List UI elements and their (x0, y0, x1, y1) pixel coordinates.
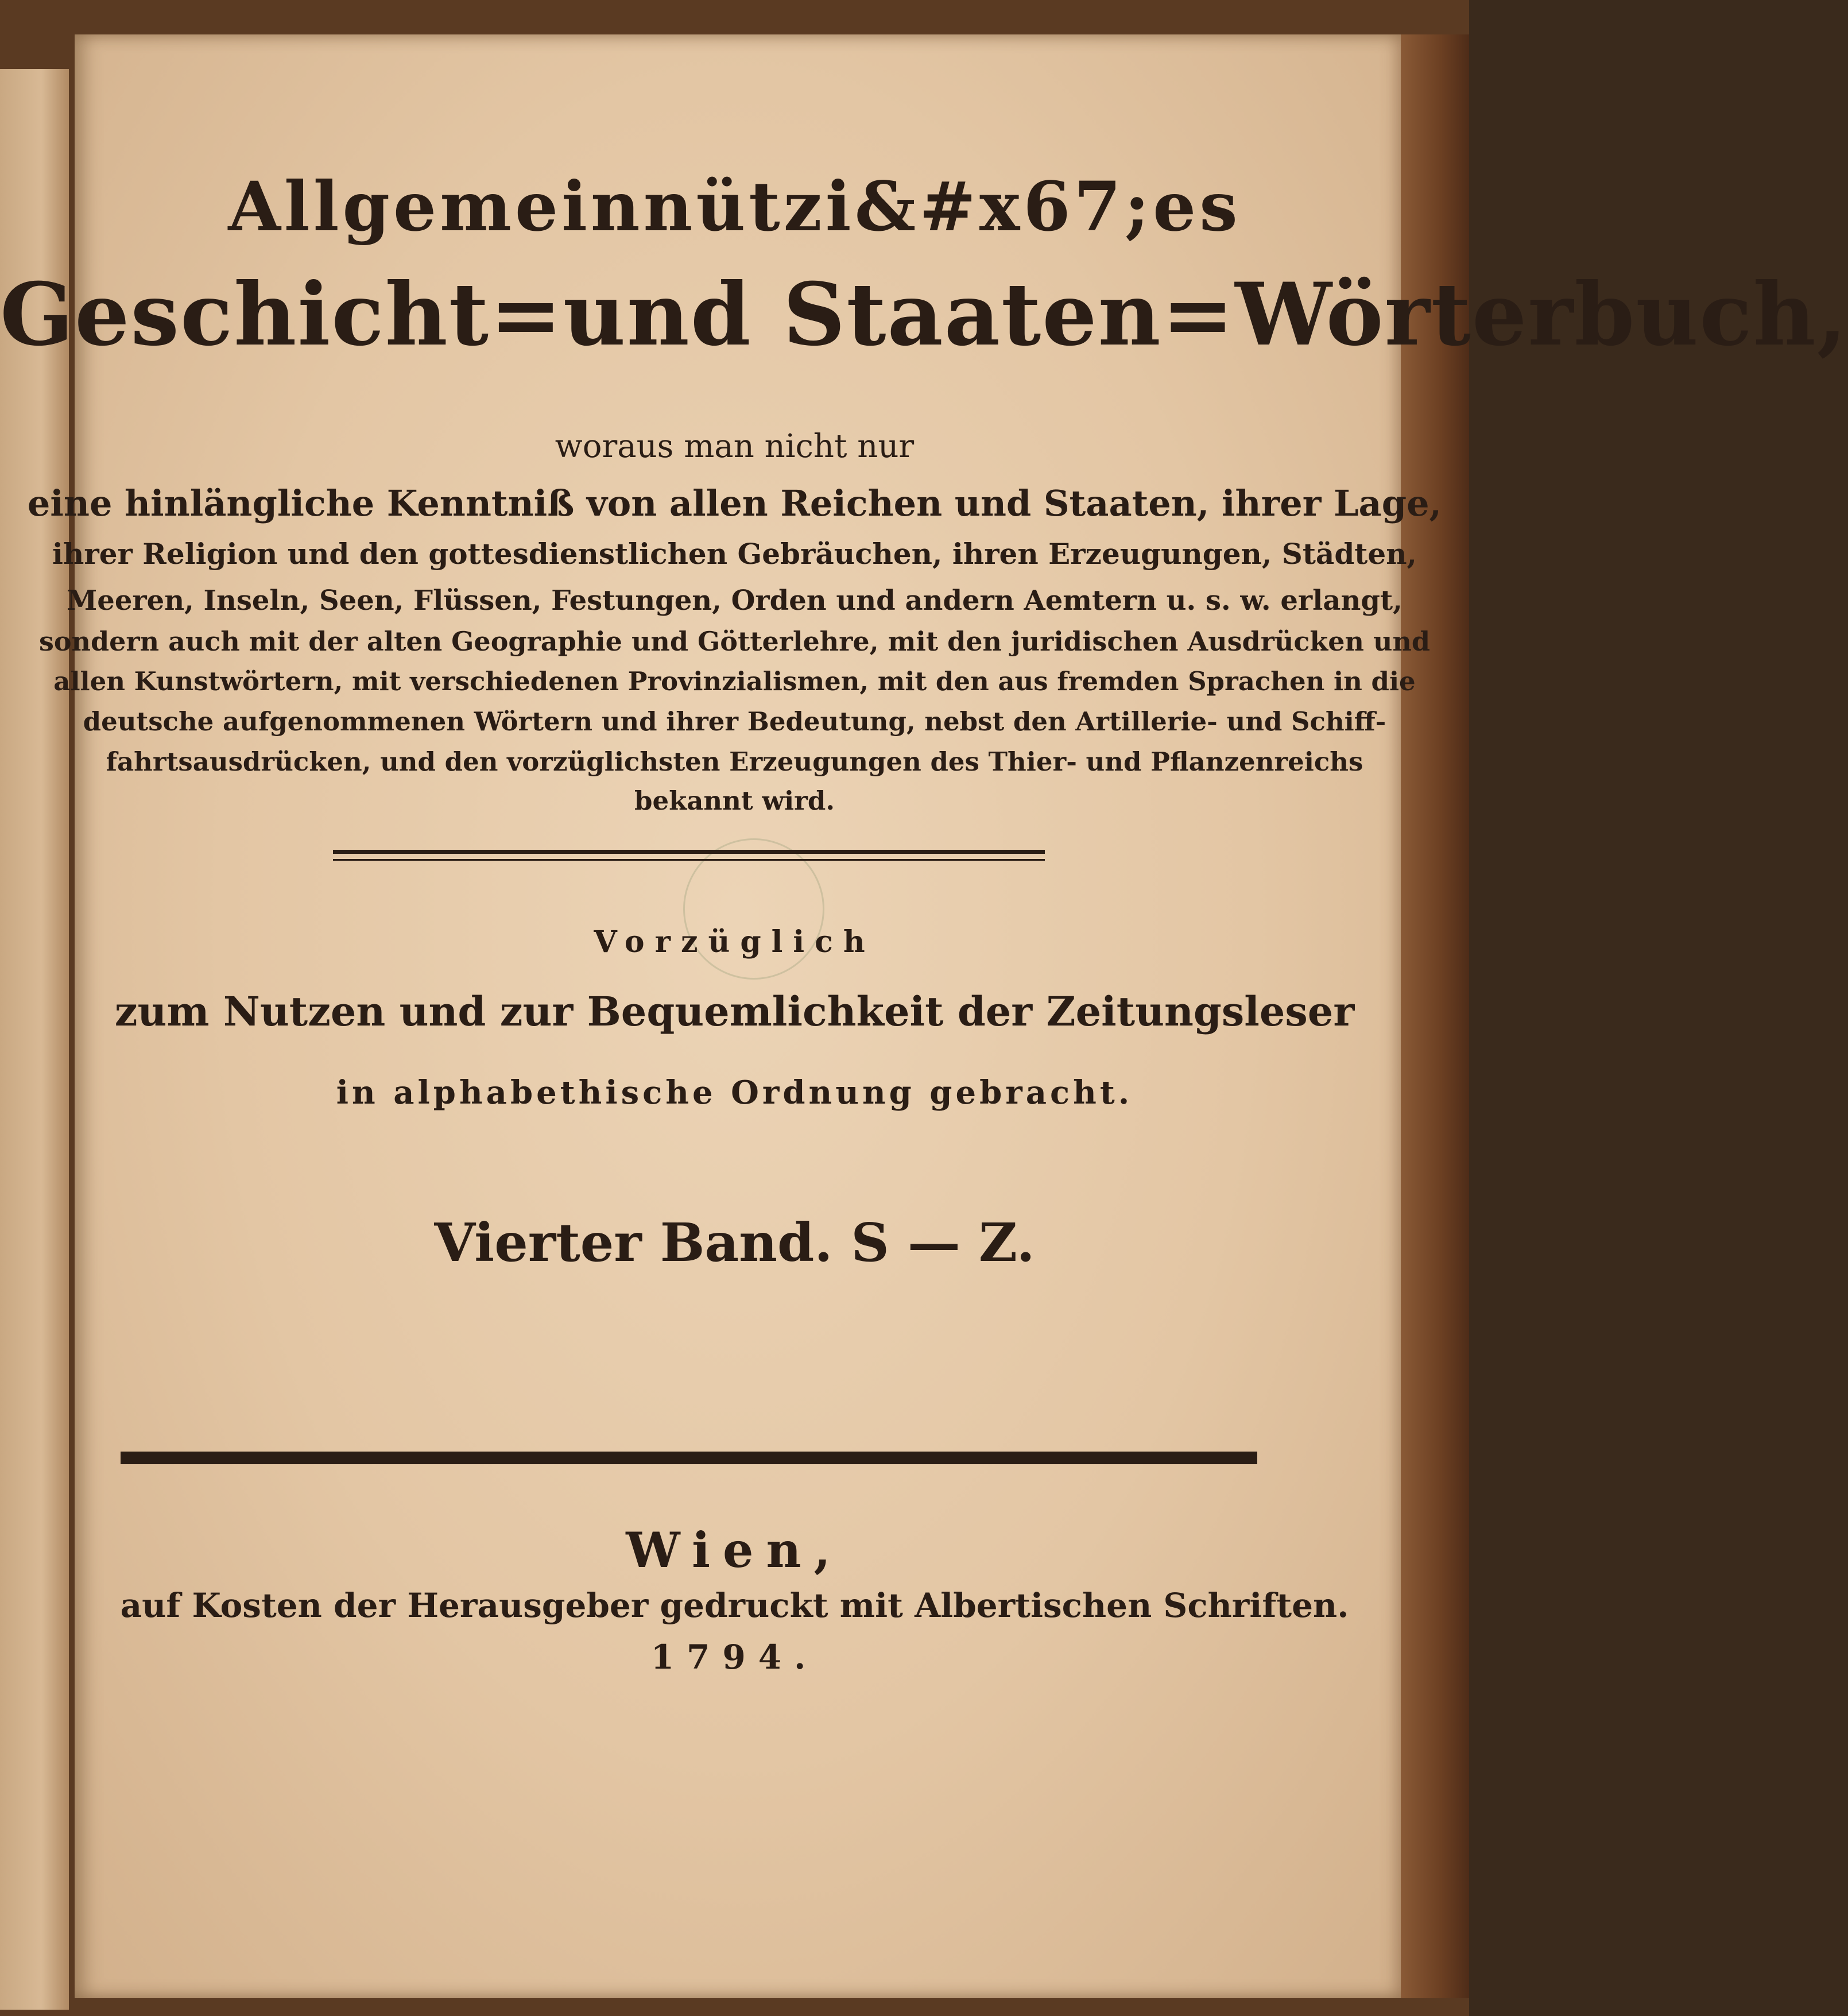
subtitle: woraus man nicht nur (555, 428, 915, 465)
description-line-2: ihrer Religion und den gottesdienstlichen Gebräuchen, ihren Erzeugungen, Städten, (52, 537, 1417, 571)
description-line-4: sondern auch mit der alten Geographie und Götterlehre, mit den juridischen Ausdrücken und (38, 626, 1431, 657)
description-line-5: allen Kunstwörtern, mit verschiedenen Provinzialismen, mit den aus fremden Sprachen in die (53, 666, 1416, 696)
description-line-8: bekannt wird. (634, 785, 835, 816)
imprint-year: 1794. (650, 1638, 819, 1677)
thick-rule (121, 1452, 1257, 1464)
double-rule-top (333, 850, 1045, 854)
purpose-line-1: zum Nutzen und zur Bequemlichkeit der Zeitungsleser (114, 988, 1355, 1035)
description-line-3: Meeren, Inseln, Seen, Flüssen, Festungen, Orden und andern Aemtern u. s. w. erlangt, (67, 585, 1403, 617)
purpose-heading: Vorzüglich (594, 924, 875, 959)
description-line-6: deutsche aufgenommenen Wörtern und ihrer Bedeutung, nebst den Artillerie- und Schiff- (83, 706, 1386, 737)
title-line-1: Allgemeinnützi&#x67;es (228, 167, 1241, 246)
description-line-1: eine hinlängliche Kenntniß von allen Reichen und Staaten, ihrer Lage, (27, 482, 1442, 524)
volume-designation: Vierter Band. S — Z. (434, 1212, 1035, 1274)
description-line-7: fahrtsausdrücken, und den vorzüglichsten Erzeugungen des Thier- und Pflanzenreichs (106, 746, 1363, 777)
imprint-place: Wien, (626, 1522, 843, 1578)
title-line-2: Geschicht=und Staaten=Wörterbuch, (0, 264, 1848, 365)
purpose-line-2: in alphabethische Ordnung gebracht. (336, 1074, 1133, 1112)
double-rule-bottom (333, 859, 1045, 861)
imprint-publisher: auf Kosten der Herausgeber gedruckt mit Albertischen Schriften. (120, 1586, 1349, 1625)
